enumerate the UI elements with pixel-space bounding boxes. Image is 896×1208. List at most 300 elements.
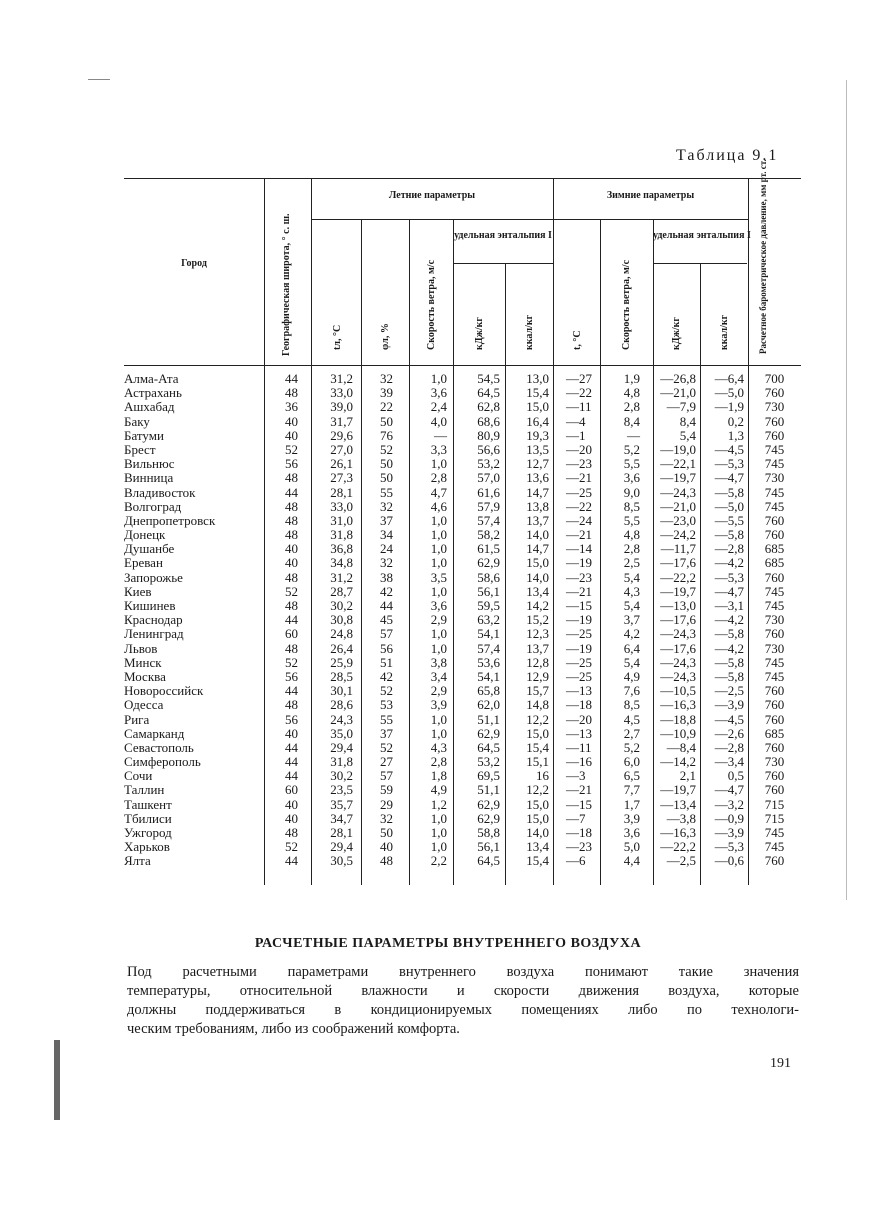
header-winter-temp: t, °С: [572, 330, 583, 350]
table-cell: 40: [285, 555, 298, 571]
table-cell: 54,5: [477, 371, 500, 386]
table-cell: 2,8: [623, 541, 640, 557]
table-cell: 52: [380, 739, 393, 755]
table-cell: —3,9: [714, 825, 744, 840]
table-cell: 53: [380, 697, 393, 713]
table-cell: 52: [285, 654, 298, 670]
table-cell: 3,9: [430, 697, 447, 713]
table-cell: 760: [764, 385, 785, 401]
table-cell: 1,0: [430, 626, 447, 642]
table-cell: 64,5: [477, 853, 500, 869]
table-cell: 55: [380, 711, 393, 727]
table-cell: 1,0: [430, 527, 447, 543]
table-cell: 48: [285, 385, 298, 401]
header-winter-wind: Скорость ветра, м/с: [621, 259, 632, 350]
table-cell: 44: [285, 768, 298, 784]
table-cell: 27: [380, 754, 393, 770]
table-cell: 50: [380, 470, 393, 486]
table-cell: 56,1: [477, 583, 500, 599]
city-name: Новороссийск: [124, 683, 204, 699]
table-cell: 69,5: [477, 768, 500, 784]
table-cell: 3,4: [430, 668, 447, 684]
summer-enthalpy-rule: [453, 263, 553, 264]
table-cell: —23: [566, 839, 592, 855]
summer-humidity-column: [361, 372, 393, 869]
table-cell: 58,6: [477, 569, 500, 585]
table-cell: —2,6: [714, 725, 744, 741]
table-cell: —8,4: [666, 739, 696, 755]
table-cell: 44: [285, 853, 298, 869]
table-cell: —18,8: [660, 711, 696, 727]
table-cell: 32: [380, 810, 393, 826]
table-cell: 5,4: [623, 569, 640, 585]
header-winter-group: Зимние параметры: [606, 190, 695, 201]
table-cell: 63,2: [477, 612, 500, 628]
table-cell: —14,2: [660, 754, 696, 770]
city-name: Волгоград: [124, 498, 182, 514]
table-cell: 30,5: [330, 853, 353, 869]
table-cell: 12,3: [526, 626, 549, 642]
city-name: Краснодар: [124, 612, 183, 628]
table-cell: —4,2: [714, 555, 744, 571]
table-cell: 16,4: [526, 413, 549, 429]
table-cell: —24: [566, 512, 592, 528]
table-cell: —13,4: [660, 796, 696, 812]
summer-temp-column: [311, 372, 353, 869]
table-cell: 24: [380, 541, 393, 557]
table-cell: —20: [566, 711, 592, 727]
table-cell: 730: [764, 399, 785, 415]
paragraph-line: Под расчетными параметрами внутреннего воздуха понимают такие значения: [127, 964, 799, 980]
table-cell: 700: [764, 371, 785, 386]
table-cell: 15,0: [526, 810, 549, 826]
table-cell: —26,8: [660, 371, 696, 386]
table-cell: 53,2: [477, 456, 500, 472]
table-cell: —: [434, 427, 447, 443]
table-cell: —17,6: [660, 640, 696, 656]
table-cell: 2,2: [430, 853, 447, 869]
table-cell: 30,2: [330, 768, 353, 784]
table-cell: 48: [285, 697, 298, 713]
city-name: Кишинев: [124, 598, 176, 613]
table-cell: —6: [566, 853, 586, 869]
table-cell: 15,1: [526, 754, 549, 770]
section-title: РАСЧЕТНЫЕ ПАРАМЕТРЫ ВНУТРЕННЕГО ВОЗДУХА: [254, 936, 642, 951]
table-cell: 58,8: [477, 825, 500, 840]
table-cell: 29,4: [330, 839, 353, 855]
table-cell: 15,4: [526, 385, 549, 401]
table-cell: 2,8: [430, 470, 447, 486]
table-cell: —18: [566, 697, 592, 713]
table-cell: 1,8: [430, 768, 447, 784]
table-cell: 14,8: [526, 697, 549, 713]
table-cell: 13,4: [526, 583, 549, 599]
table-cell: —7,9: [666, 399, 696, 415]
table-cell: 760: [764, 569, 785, 585]
city-name: Владивосток: [124, 484, 196, 500]
table-cell: 745: [764, 839, 785, 855]
city-column: [124, 372, 215, 869]
table-cell: 52: [285, 441, 298, 457]
table-cell: 760: [764, 853, 785, 869]
city-name: Киев: [124, 583, 152, 599]
table-cell: 3,7: [623, 612, 640, 628]
table-cell: 26,1: [330, 456, 353, 472]
table-cell: 745: [764, 498, 785, 514]
table-cell: 53,2: [477, 754, 500, 770]
table-cell: 8,4: [679, 413, 696, 429]
table-cell: 1,0: [430, 583, 447, 599]
table-cell: —25: [566, 654, 592, 670]
table-cell: 52: [285, 839, 298, 855]
table-cell: 12,9: [526, 668, 549, 684]
city-name: Днепропетровск: [124, 512, 216, 528]
city-name: Вильнюс: [124, 456, 175, 472]
table-cell: —25: [566, 626, 592, 642]
table-cell: —16,3: [660, 697, 696, 713]
table-cell: 1,0: [430, 839, 447, 855]
table-cell: 32: [380, 555, 393, 571]
table-cell: 4,4: [623, 853, 640, 869]
table-cell: 760: [764, 768, 785, 784]
table-cell: 29,6: [330, 427, 353, 443]
table-cell: 44: [285, 484, 298, 500]
table-cell: 64,5: [477, 739, 500, 755]
table-cell: 4,7: [430, 484, 447, 500]
table-cell: 29,4: [330, 739, 353, 755]
summer-kcal-column: [505, 372, 549, 869]
table-cell: 25,9: [330, 654, 353, 670]
table-cell: 48: [285, 825, 298, 840]
table-cell: 62,9: [477, 810, 500, 826]
table-cell: 13,8: [526, 498, 549, 514]
table-cell: 40: [380, 839, 393, 855]
table-cell: —21,0: [660, 498, 696, 514]
table-cell: 56: [285, 711, 298, 727]
table-cell: 62,9: [477, 555, 500, 571]
table-cell: 57,9: [477, 498, 500, 514]
table-cell: —17,6: [660, 555, 696, 571]
city-name: Запорожье: [124, 569, 183, 585]
table-cell: 8,5: [623, 697, 640, 713]
table-cell: —2,8: [714, 541, 744, 557]
city-name: Брест: [124, 441, 156, 457]
table-cell: 14,7: [526, 484, 549, 500]
table-cell: 13,0: [526, 371, 549, 386]
table-cell: 34,7: [330, 810, 353, 826]
table-cell: 39,0: [330, 399, 353, 415]
table-cell: 33,0: [330, 498, 353, 514]
header-summer-kj: кДж/кг: [474, 317, 485, 350]
table-caption: Таблица 9.1: [676, 147, 779, 164]
table-cell: —3,9: [714, 697, 744, 713]
table-cell: 4,9: [430, 782, 447, 798]
table-cell: 56,6: [477, 441, 500, 457]
table-cell: 13,7: [526, 512, 549, 528]
table-cell: 51,1: [477, 711, 500, 727]
table-cell: —20: [566, 441, 592, 457]
city-name: Ашхабад: [124, 399, 175, 415]
table-cell: 15,4: [526, 739, 549, 755]
table-cell: 9,0: [623, 484, 640, 500]
table-cell: 13,5: [526, 441, 549, 457]
table-cell: 760: [764, 413, 785, 429]
table-cell: 48: [285, 640, 298, 656]
table-cell: 33,0: [330, 385, 353, 401]
table-cell: 1,0: [430, 555, 447, 571]
table-cell: —21: [566, 583, 592, 599]
table-cell: —5,0: [714, 385, 744, 401]
header-summer-wind: Скорость ветра, м/с: [426, 259, 437, 350]
table-cell: 28,1: [330, 484, 353, 500]
scan-artifact: [88, 79, 110, 80]
summer-kj-column: [453, 372, 500, 869]
table-cell: 14,0: [526, 527, 549, 543]
table-cell: —21: [566, 782, 592, 798]
city-name: Одесса: [124, 697, 164, 713]
table-cell: 37: [380, 512, 393, 528]
table-cell: 1,0: [430, 371, 447, 386]
table-cell: 16: [536, 768, 549, 784]
table-cell: 760: [764, 711, 785, 727]
table-cell: 44: [285, 371, 298, 386]
city-name: Душанбе: [124, 541, 175, 557]
table-cell: —13: [566, 725, 592, 741]
table-cell: 35,0: [330, 725, 353, 741]
table-cell: 30,8: [330, 612, 353, 628]
table-cell: 7,7: [623, 782, 640, 798]
city-name: Рига: [124, 711, 150, 727]
table-cell: 8,5: [623, 498, 640, 514]
table-cell: 40: [285, 725, 298, 741]
paragraph-line: должны поддерживаться в кондиционируемых помещениях либо по технологи-: [127, 1002, 799, 1018]
city-name: Харьков: [124, 839, 170, 855]
table-cell: 50: [380, 825, 393, 840]
table-cell: 60: [285, 782, 298, 798]
table-cell: 6,4: [623, 640, 640, 656]
table-cell: 5,4: [623, 598, 640, 613]
header-winter-kcal: ккал/кг: [719, 314, 730, 350]
table-cell: —13: [566, 683, 592, 699]
city-name: Ялта: [124, 853, 151, 869]
table-cell: —5,3: [714, 456, 744, 472]
table-cell: —3: [566, 768, 586, 784]
table-cell: —11: [566, 399, 592, 415]
table-cell: 760: [764, 512, 785, 528]
table-cell: 40: [285, 810, 298, 826]
table-cell: 31,2: [330, 569, 353, 585]
table-cell: 1,0: [430, 640, 447, 656]
table-cell: 19,3: [526, 427, 549, 443]
table-cell: 40: [285, 796, 298, 812]
winter-kcal-column: [700, 372, 744, 869]
table-cell: 5,0: [623, 839, 640, 855]
table-cell: 26,4: [330, 640, 353, 656]
table-cell: 3,6: [430, 598, 447, 613]
table-cell: 59: [380, 782, 393, 798]
table-cell: 4,3: [623, 583, 640, 599]
table-cell: —19: [566, 612, 592, 628]
table-cell: —5,5: [714, 512, 744, 528]
table-cell: 745: [764, 668, 785, 684]
table-cell: 48: [380, 853, 393, 869]
table-cell: 2,1: [679, 768, 696, 784]
table-cell: —23: [566, 456, 592, 472]
table-cell: 760: [764, 697, 785, 713]
table-cell: 15,0: [526, 796, 549, 812]
city-name: Львов: [124, 640, 158, 656]
table-cell: 6,0: [623, 754, 640, 770]
table-cell: 31,0: [330, 512, 353, 528]
table-cell: —0,9: [714, 810, 744, 826]
table-cell: 40: [285, 427, 298, 443]
table-cell: 4,6: [430, 498, 447, 514]
table-cell: 3,9: [623, 810, 640, 826]
table-cell: 68,6: [477, 413, 500, 429]
table-cell: 15,0: [526, 555, 549, 571]
table-cell: 1,0: [430, 725, 447, 741]
table-cell: 685: [764, 541, 785, 557]
table-cell: 57: [380, 626, 393, 642]
table-cell: 30,2: [330, 598, 353, 613]
table-cell: 44: [285, 683, 298, 699]
table-cell: 760: [764, 427, 785, 443]
table-cell: 28,7: [330, 583, 353, 599]
table-cell: 31,2: [330, 371, 353, 386]
pressure-column: [748, 372, 801, 869]
table-cell: 2,7: [623, 725, 640, 741]
table-cell: —24,3: [660, 668, 696, 684]
table-cell: —1: [566, 427, 586, 443]
table-cell: 52: [285, 583, 298, 599]
table-cell: 5,4: [623, 654, 640, 670]
table-cell: —4: [566, 413, 586, 429]
table-cell: 38: [380, 569, 393, 585]
table-cell: —11,7: [660, 541, 696, 557]
table-cell: 715: [764, 810, 785, 826]
table-cell: 15,7: [526, 683, 549, 699]
table-cell: —27: [566, 371, 592, 386]
header-summer-enthalpy: удельная энтальпия I: [454, 230, 552, 241]
table-cell: 745: [764, 583, 785, 599]
header-summer-group: Летние параметры: [388, 190, 476, 201]
table-cell: 3,3: [430, 441, 447, 457]
table-cell: —17,6: [660, 612, 696, 628]
col-rule: [553, 178, 554, 885]
table-cell: 13,6: [526, 470, 549, 486]
table-cell: —10,5: [660, 683, 696, 699]
table-cell: —18: [566, 825, 592, 840]
table-cell: 15,0: [526, 399, 549, 415]
table-cell: —25: [566, 668, 592, 684]
table-cell: 3,6: [430, 385, 447, 401]
table-cell: 12,2: [526, 711, 549, 727]
table-cell: 760: [764, 626, 785, 642]
table-cell: 5,4: [679, 427, 696, 443]
table-cell: 62,9: [477, 725, 500, 741]
table-cell: 15,4: [526, 853, 549, 869]
table-cell: —2,5: [666, 853, 696, 869]
table-cell: —24,2: [660, 527, 696, 543]
winter-group-rule: [553, 219, 748, 220]
table-cell: 14,2: [526, 598, 549, 613]
table-cell: 56: [285, 668, 298, 684]
table-cell: 2,9: [430, 612, 447, 628]
table-cell: 32: [380, 371, 393, 386]
city-name: Ереван: [124, 555, 163, 571]
table-cell: 1,2: [430, 796, 447, 812]
table-cell: —5,8: [714, 668, 744, 684]
table-cell: —22,1: [660, 456, 696, 472]
table-cell: 61,6: [477, 484, 500, 500]
table-cell: —4,7: [714, 782, 744, 798]
table-cell: 56: [285, 456, 298, 472]
paragraph-line: температуры, относительной влажности и скорости движения воздуха, которые: [127, 983, 799, 999]
table-cell: 14,7: [526, 541, 549, 557]
table-cell: 30,1: [330, 683, 353, 699]
table-cell: 80,9: [477, 427, 500, 443]
table-cell: 745: [764, 598, 785, 613]
table-cell: —15: [566, 598, 592, 613]
table-cell: 2,9: [430, 683, 447, 699]
table-cell: 44: [285, 739, 298, 755]
table-cell: —4,2: [714, 640, 744, 656]
city-name: Ужгород: [124, 825, 172, 840]
table-cell: 40: [285, 413, 298, 429]
table-cell: 12,2: [526, 782, 549, 798]
table-cell: 8,4: [623, 413, 640, 429]
table-cell: 685: [764, 555, 785, 571]
table-cell: 29: [380, 796, 393, 812]
table-cell: 1,0: [430, 541, 447, 557]
table-cell: 31,7: [330, 413, 353, 429]
table-cell: 7,6: [623, 683, 640, 699]
table-cell: 1,0: [430, 456, 447, 472]
table-cell: 1,0: [430, 825, 447, 840]
table-cell: 24,8: [330, 626, 353, 642]
header-city: Город: [181, 258, 207, 269]
table-cell: 15,0: [526, 725, 549, 741]
table-cell: 2,5: [623, 555, 640, 571]
table-cell: —1,9: [714, 399, 744, 415]
table-cell: —4,2: [714, 612, 744, 628]
table-cell: 4,5: [623, 711, 640, 727]
table-cell: 12,7: [526, 456, 549, 472]
table-cell: 52: [380, 441, 393, 457]
table-cell: 730: [764, 612, 785, 628]
table-cell: —5,3: [714, 839, 744, 855]
table-cell: 31,8: [330, 527, 353, 543]
table-cell: 13,7: [526, 640, 549, 656]
table-cell: 56: [380, 640, 393, 656]
header-summer-temp: tл, °С: [332, 324, 343, 350]
table-cell: 5,2: [623, 739, 640, 755]
city-name: Таллин: [124, 782, 165, 798]
table-cell: 50: [380, 456, 393, 472]
table-cell: 14,0: [526, 569, 549, 585]
table-cell: 2,8: [430, 754, 447, 770]
table-cell: —4,7: [714, 583, 744, 599]
table-cell: 745: [764, 441, 785, 457]
table-cell: —15: [566, 796, 592, 812]
header-latitude: Географическая широта, ° с. ш.: [281, 213, 292, 356]
table-cell: —16,3: [660, 825, 696, 840]
table-cell: 27,0: [330, 441, 353, 457]
table-cell: —19,7: [660, 782, 696, 798]
header-pressure: Расчетное барометрическое давление, мм рт. ст.: [758, 159, 768, 354]
table-cell: 51: [380, 654, 393, 670]
page-number: 191: [770, 1056, 791, 1071]
